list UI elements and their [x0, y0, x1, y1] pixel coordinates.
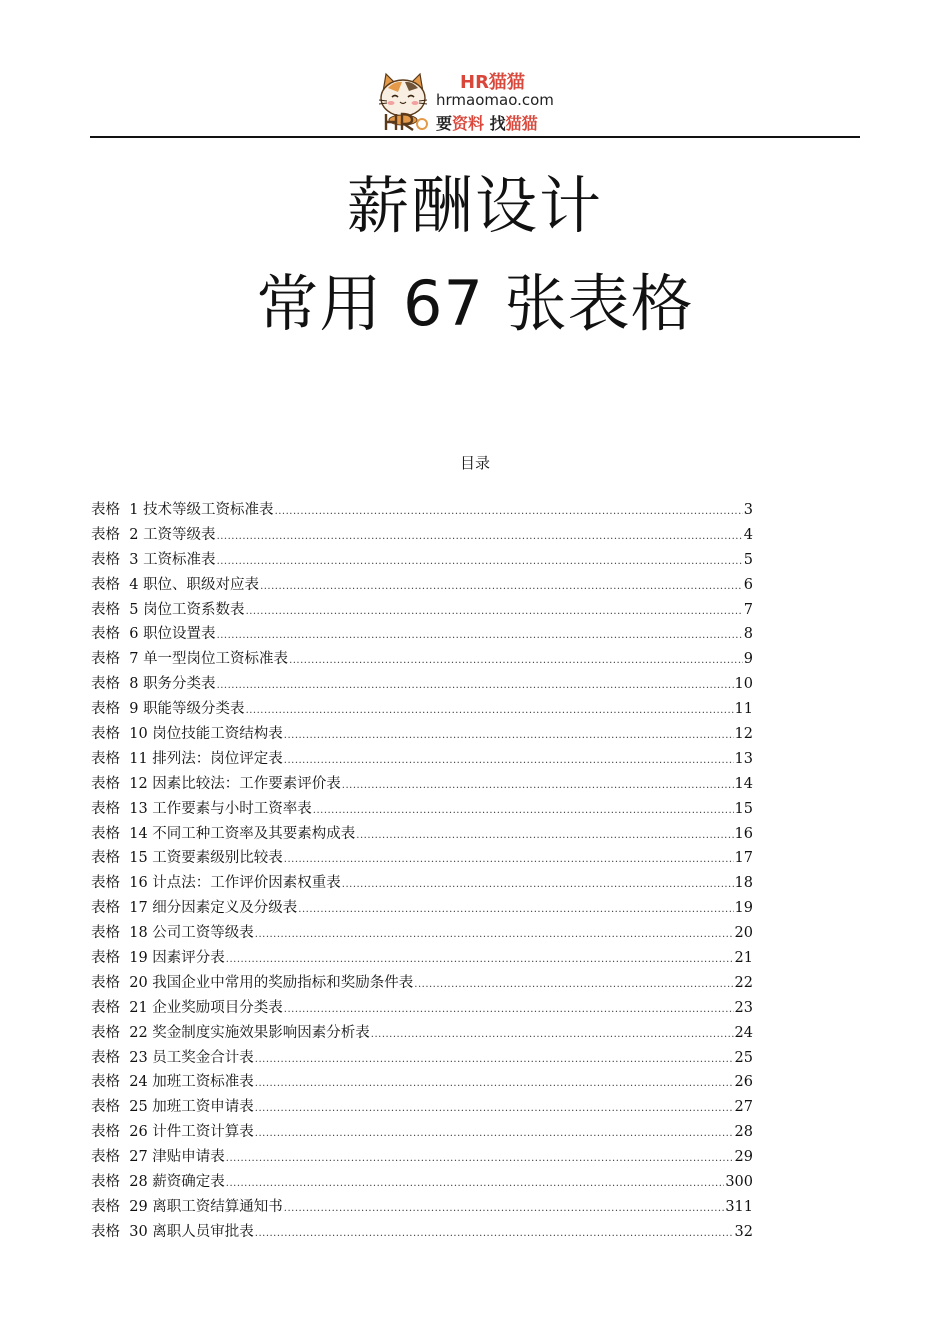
toc-entry-title: 薪资确定表 — [152, 1174, 225, 1191]
slogan-part-3: 找 — [484, 114, 506, 133]
toc-entry-title: 工资标准表 — [143, 551, 216, 568]
toc-entry-title: 员工奖金合计表 — [152, 1049, 254, 1066]
table-of-contents — [91, 498, 753, 1245]
toc-entry-page: 5 — [743, 551, 753, 568]
toc-entry-page: 24 — [734, 1024, 753, 1041]
toc-entry-page: 300 — [725, 1174, 753, 1191]
toc-entry[interactable] — [91, 1021, 753, 1046]
toc-entry-label: 表格 29 — [91, 1198, 148, 1215]
slogan-part-4: 猫猫 — [505, 114, 538, 133]
toc-entry-page: 22 — [734, 974, 753, 991]
toc-entry-title: 离职人员审批表 — [152, 1223, 254, 1240]
toc-entry-label: 表格 23 — [91, 1049, 148, 1066]
toc-dot-leader — [226, 948, 734, 973]
toc-entry-label: 表格 11 — [91, 750, 148, 767]
toc-entry-label: 表格 14 — [91, 825, 148, 842]
toc-entry-title: 职能等级分类表 — [143, 701, 245, 718]
toc-entry-title: 职务分类表 — [143, 676, 216, 693]
toc-entry[interactable] — [91, 921, 753, 946]
toc-entry-label: 表格 25 — [91, 1099, 148, 1116]
header-divider — [90, 136, 860, 138]
toc-entry-page: 26 — [734, 1074, 753, 1091]
toc-entry-page: 16 — [734, 825, 753, 842]
toc-entry[interactable] — [91, 772, 753, 797]
toc-entry-label: 表格 24 — [91, 1074, 148, 1091]
toc-entry[interactable] — [91, 523, 753, 548]
document-title-line2: 常用 67 张表格 — [256, 267, 694, 340]
toc-entry[interactable] — [91, 548, 753, 573]
toc-entry[interactable] — [91, 498, 753, 523]
toc-entry-title: 加班工资申请表 — [152, 1099, 254, 1116]
toc-entry-title: 计件工资计算表 — [152, 1124, 254, 1141]
toc-entry-label: 表格 2 — [91, 526, 139, 543]
toc-dot-leader — [414, 973, 733, 998]
toc-entry-title: 排列法：岗位评定表 — [152, 750, 283, 767]
toc-entry-label: 表格 18 — [91, 925, 148, 942]
toc-dot-leader — [289, 649, 743, 674]
toc-entry[interactable] — [91, 573, 753, 598]
toc-entry-title: 因素评分表 — [152, 950, 225, 967]
toc-entry-page: 13 — [734, 750, 753, 767]
toc-entry[interactable] — [91, 697, 753, 722]
toc-entry[interactable] — [91, 1120, 753, 1145]
toc-entry-label: 表格 19 — [91, 950, 148, 967]
toc-entry-title: 离职工资结算通知书 — [152, 1198, 283, 1215]
toc-dot-leader — [255, 1122, 734, 1147]
toc-entry-title: 技术等级工资标准表 — [143, 502, 274, 518]
toc-dot-leader — [226, 1147, 734, 1172]
toc-entry-page: 10 — [734, 676, 753, 693]
toc-entry[interactable] — [91, 971, 753, 996]
toc-entry-title: 公司工资等级表 — [152, 925, 254, 942]
toc-entry-page: 29 — [734, 1149, 753, 1166]
toc-dot-leader — [342, 873, 734, 898]
toc-dot-leader — [284, 848, 734, 873]
toc-entry-title: 企业奖励项目分类表 — [152, 999, 283, 1016]
toc-entry-title: 不同工种工资率及其要素构成表 — [152, 825, 356, 842]
toc-dot-leader — [284, 1197, 725, 1222]
toc-entry-page: 28 — [734, 1124, 753, 1141]
toc-entry-label: 表格 4 — [91, 576, 139, 593]
toc-entry[interactable] — [91, 896, 753, 921]
toc-dot-leader — [255, 1072, 734, 1097]
toc-dot-leader — [246, 600, 743, 625]
toc-dot-leader — [284, 749, 734, 774]
slogan-part-2: 资料 — [452, 114, 485, 133]
toc-entry[interactable] — [91, 822, 753, 847]
toc-entry-label: 表格 15 — [91, 850, 148, 867]
toc-entry-page: 23 — [734, 999, 753, 1016]
logo-domain-text: hrmaomao.com — [436, 91, 554, 109]
toc-entry-page: 14 — [734, 775, 753, 792]
toc-entry[interactable] — [91, 722, 753, 747]
toc-entry[interactable] — [91, 1145, 753, 1170]
toc-entry-label: 表格 21 — [91, 999, 148, 1016]
toc-entry-title: 因素比较法：工作要素评价表 — [152, 775, 341, 792]
toc-dot-leader — [217, 550, 743, 575]
toc-entry[interactable] — [91, 622, 753, 647]
toc-entry-title: 工作要素与小时工资率表 — [152, 800, 312, 817]
toc-dot-leader — [217, 624, 743, 649]
toc-dot-leader — [298, 898, 733, 923]
toc-entry-label: 表格 27 — [91, 1149, 148, 1166]
toc-entry-label: 表格 20 — [91, 974, 148, 991]
toc-entry-title: 我国企业中常用的奖励指标和奖励条件表 — [152, 974, 414, 991]
toc-entry[interactable] — [91, 1220, 753, 1245]
toc-entry-page: 19 — [734, 900, 753, 917]
toc-entry-page: 6 — [743, 576, 753, 593]
toc-dot-leader — [284, 998, 734, 1023]
toc-entry-page: 4 — [743, 526, 753, 543]
toc-entry[interactable] — [91, 647, 753, 672]
toc-dot-leader — [342, 774, 734, 799]
toc-entry-page: 15 — [734, 800, 753, 817]
toc-entry[interactable] — [91, 797, 753, 822]
toc-entry-label: 表格 13 — [91, 800, 148, 817]
toc-entry-title: 奖金制度实施效果影响因素分析表 — [152, 1024, 370, 1041]
toc-dot-leader — [255, 1097, 734, 1122]
toc-entry-label: 表格 5 — [91, 601, 139, 618]
toc-entry-label: 表格 28 — [91, 1174, 148, 1191]
toc-entry-title: 岗位技能工资结构表 — [152, 726, 283, 743]
toc-entry[interactable] — [91, 1046, 753, 1071]
toc-entry[interactable] — [91, 1170, 753, 1195]
toc-entry-page: 27 — [734, 1099, 753, 1116]
toc-entry-page: 32 — [734, 1223, 753, 1240]
toc-entry-label: 表格 1 — [91, 502, 139, 518]
toc-dot-leader — [255, 1222, 734, 1247]
toc-entry[interactable] — [91, 996, 753, 1021]
toc-entry-label: 表格 10 — [91, 726, 148, 743]
slogan-part-1: 要 — [436, 114, 453, 133]
toc-entry-label: 表格 3 — [91, 551, 139, 568]
toc-entry[interactable] — [91, 672, 753, 697]
toc-entry-title: 加班工资标准表 — [152, 1074, 254, 1091]
toc-entry[interactable] — [91, 871, 753, 896]
toc-entry-page: 18 — [734, 875, 753, 892]
toc-entry-page: 311 — [725, 1198, 753, 1215]
logo-slogan — [436, 111, 538, 134]
toc-entry-title: 津贴申请表 — [152, 1149, 225, 1166]
toc-dot-leader — [226, 1172, 725, 1197]
toc-dot-leader — [313, 799, 734, 824]
toc-entry-title: 职位、职级对应表 — [143, 576, 260, 593]
toc-dot-leader — [217, 525, 743, 550]
toc-dot-leader — [356, 824, 733, 849]
toc-entry-title: 职位设置表 — [143, 626, 216, 643]
toc-entry-page: 21 — [734, 950, 753, 967]
toc-entry[interactable] — [91, 747, 753, 772]
toc-dot-leader — [275, 500, 743, 525]
toc-entry-page: 8 — [743, 626, 753, 643]
toc-entry-label: 表格 30 — [91, 1223, 148, 1240]
toc-entry-page: 25 — [734, 1049, 753, 1066]
toc-entry-title: 计点法：工作评价因素权重表 — [152, 875, 341, 892]
toc-entry-label: 表格 9 — [91, 701, 139, 718]
toc-entry[interactable] — [91, 598, 753, 623]
toc-entry-label: 表格 12 — [91, 775, 148, 792]
toc-entry-label: 表格 16 — [91, 875, 148, 892]
toc-entry[interactable] — [91, 1195, 753, 1220]
hr-monogram-icon — [382, 111, 430, 133]
toc-dot-leader — [371, 1023, 734, 1048]
toc-dot-leader — [284, 724, 734, 749]
toc-entry-title: 细分因素定义及分级表 — [152, 900, 298, 917]
toc-entry-label: 表格 6 — [91, 626, 139, 643]
logo-brand-text: HR猫猫 — [460, 72, 525, 93]
toc-entry-page: 17 — [734, 850, 753, 867]
toc-heading: 目录 — [459, 454, 490, 472]
toc-entry-page: 7 — [743, 601, 753, 618]
toc-entry-title: 工资要素级别比较表 — [152, 850, 283, 867]
toc-entry-title: 岗位工资系数表 — [143, 601, 245, 618]
toc-entry-page: 20 — [734, 925, 753, 942]
toc-entry[interactable] — [91, 1095, 753, 1120]
toc-entry-label: 表格 17 — [91, 900, 148, 917]
toc-entry-title: 单一型岗位工资标准表 — [143, 651, 289, 668]
toc-entry-label: 表格 7 — [91, 651, 139, 668]
toc-entry[interactable] — [91, 1070, 753, 1095]
toc-entry-title: 工资等级表 — [143, 526, 216, 543]
toc-entry-page: 12 — [734, 726, 753, 743]
toc-entry-label: 表格 8 — [91, 676, 139, 693]
toc-entry-label: 表格 26 — [91, 1124, 148, 1141]
toc-entry[interactable] — [91, 946, 753, 971]
toc-entry[interactable] — [91, 846, 753, 871]
toc-entry-page: 3 — [743, 502, 753, 518]
toc-entry-page: 9 — [743, 651, 753, 668]
toc-entry-page: 11 — [734, 701, 753, 718]
toc-dot-leader — [246, 699, 734, 724]
document-title-line1: 薪酬设计 — [346, 169, 603, 242]
header-logo — [372, 66, 582, 138]
toc-dot-leader — [255, 1048, 734, 1073]
toc-dot-leader — [260, 575, 743, 600]
toc-entry-label: 表格 22 — [91, 1024, 148, 1041]
toc-dot-leader — [217, 674, 734, 699]
toc-dot-leader — [255, 923, 734, 948]
